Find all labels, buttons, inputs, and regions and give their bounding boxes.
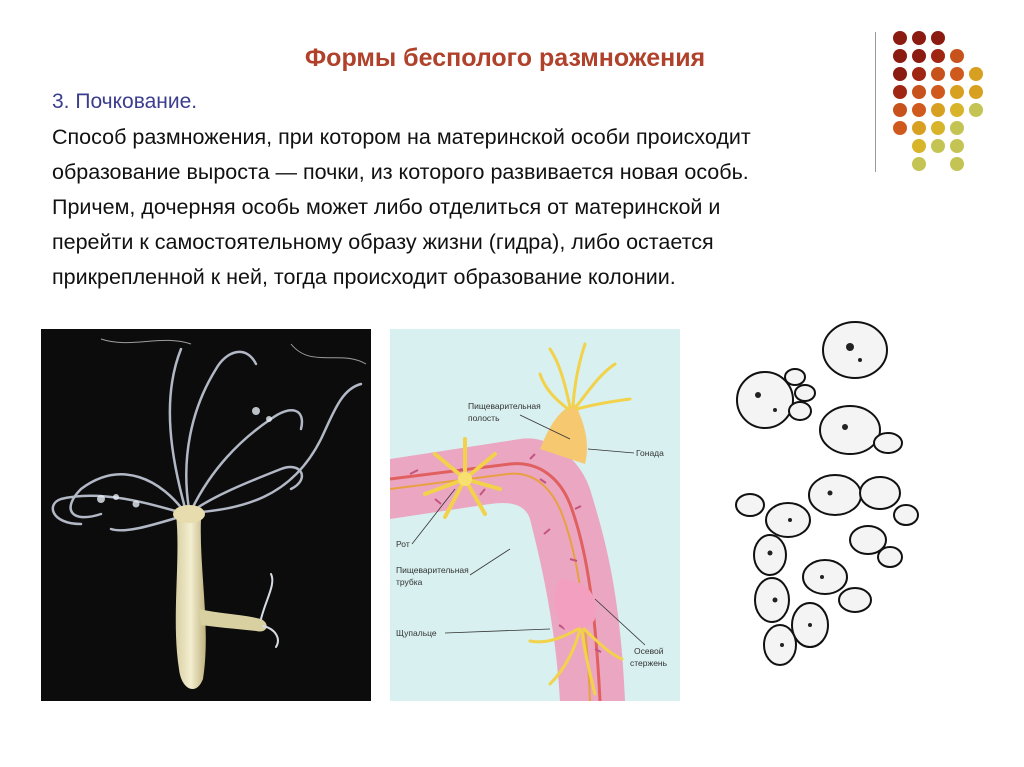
label-digestive-tube: Пищеварительная	[396, 565, 469, 575]
body-line: образование выроста — почки, из которого развивается новая особь.	[52, 160, 749, 184]
body-line: Причем, дочерняя особь может либо отделиться от материнской и	[52, 195, 721, 219]
svg-text:стержень: стержень	[630, 658, 668, 668]
yeast-drawing	[730, 315, 930, 680]
body-line: Способ размножения, при котором на материнской особи происходит	[52, 125, 751, 149]
svg-text:трубка: трубка	[396, 577, 423, 587]
hydra-photo	[41, 329, 371, 701]
label-axial-rod: Осевой	[634, 646, 664, 656]
label-digestive-cavity: Пищеварительная	[468, 401, 541, 411]
slide-title: Формы бесполого размножения	[304, 44, 706, 72]
label-tentacle: Щупальце	[396, 628, 437, 638]
body-line: перейти к самостоятельному образу жизни (гидра), либо остается	[52, 230, 714, 254]
svg-text:полость: полость	[468, 413, 500, 423]
slide-body	[52, 120, 972, 295]
slide-subtitle: 3. Почкование.	[52, 90, 198, 113]
colony-diagram	[390, 329, 680, 701]
label-gonad: Гонада	[636, 448, 664, 458]
label-mouth: Рот	[396, 539, 410, 549]
body-line: прикрепленной к ней, тогда происходит образование колонии.	[52, 265, 676, 289]
